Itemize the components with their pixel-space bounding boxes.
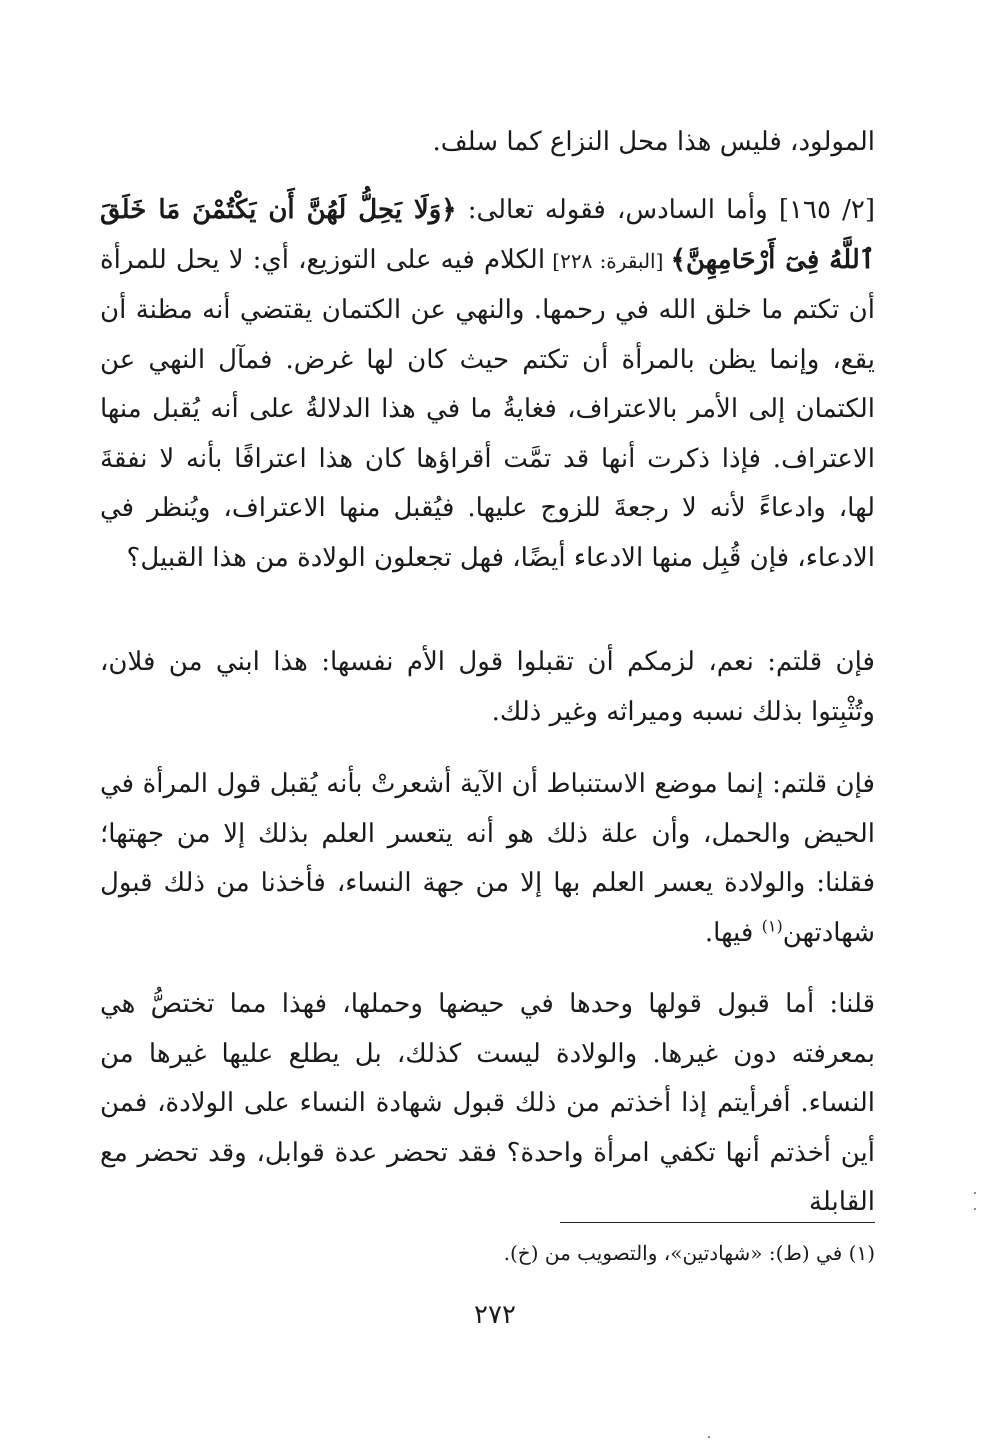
page-number (395, 1300, 595, 1330)
paragraph-lead: [٢/ ١٦٥] وأما السادس، فقوله تعالى: (456, 195, 875, 225)
footnote (300, 1238, 875, 1268)
paragraph-text-end: فيها. (704, 917, 762, 948)
quran-verse: ﴿وَلَا يَحِلُّ لَهُنَّ أَن يَكْتُمْنَ مَا خَلَقَ ٱللَّهُ فِىٓ أَرْحَامِهِنَّ﴾ (100, 195, 875, 275)
margin-speck (974, 1208, 976, 1210)
footnote-marker[interactable]: (١) (761, 915, 783, 935)
margin-speck (708, 1436, 710, 1438)
paragraph-text: المولود، فليس هذا محل النزاع كما سلف. (432, 127, 875, 157)
page-number-text: ٢٧٢ (474, 1300, 516, 1330)
paragraph-text: الكلام فيه على التوزيع، أي: لا يحل للمرأة أن تكتم ما خلق الله في رحمها. والنهي عن الكتمان يقتضي أنه مظنة أن يقع، وإنما يظن بالمرأة أن تكتم حيث كان لها غرض. فمآل النهي عن الكتمان إلى الأمر بالاعتراف، فغايةُ ما في هذا الدلالةُ على أنه يُقبل منها الاعتراف. فإذا ذكرت أنها قد تمَّت أقراؤها كان هذا اعترافًا بأنه لا نفقةَ لها، وادعاءً لأنه لا رجعةَ للزوج عليها. فيُقبل منها الاعتراف، ويُنظر في الادعاء، فإن قُبِل منها الادعاء أيضًا، فهل تجعلون الولادة من هذا القبيل؟ (100, 244, 875, 573)
footnote-divider (560, 1222, 875, 1223)
margin-speck (974, 1192, 976, 1194)
paragraph-text: قلنا: أما قبول قولها وحدها في حيضها وحملها، فهذا مما تختصُّ هي بمعرفته دون غيرها. والولادة ليست كذلك، بل يطلع عليها غيرها من النساء. أفرأيتم إذا أخذتم من ذلك قبول شهادة النساء على الولادة، فمن أين أخذتم أنها تكفي امرأة واحدة؟ فقد تحضر عدة قوابل، وقد تحضر مع القابلة (100, 989, 875, 1217)
paragraph-istinbat (100, 760, 875, 958)
paragraph-reply (100, 980, 875, 1228)
paragraph-continuation (100, 118, 875, 168)
paragraph-objection (100, 638, 875, 737)
paragraph-verse-discussion (100, 186, 875, 583)
paragraph-text: فإن قلتم: إنما موضع الاستنباط أن الآية أشعرتْ بأنه يُقبل قول المرأة في الحيض والحمل، وأن علة ذلك هو أنه يتعسر العلم بذلك إلا من جهتها؛ فقلنا: والولادة يعسر العلم بها إلا من جهة النساء، فأخذنا من ذلك قبول شهادتهن (100, 769, 875, 948)
paragraph-text: فإن قلتم: نعم، لزمكم أن تقبلوا قول الأم نفسها: هذا ابني من فلان، وتُثْبِتوا بذلك نسبه وميراثه وغير ذلك. (100, 647, 875, 727)
verse-reference: [البقرة: ٢٢٨] (545, 248, 671, 273)
footnote-text: (١) في (ط): «شهادتين»، والتصويب من (خ). (503, 1241, 875, 1265)
